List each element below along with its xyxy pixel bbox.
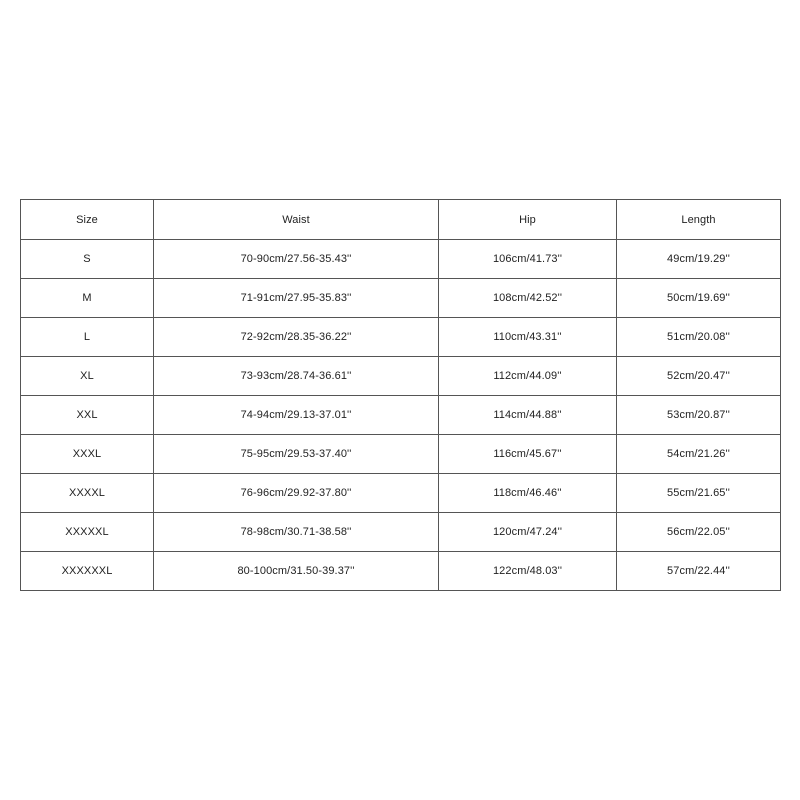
waist-cell: 72-92cm/28.35-36.22'' [154,318,439,357]
length-cell: 55cm/21.65'' [617,474,781,513]
header-hip: Hip [439,200,617,240]
waist-cell: 71-91cm/27.95-35.83'' [154,279,439,318]
length-cell: 52cm/20.47'' [617,357,781,396]
table-row [21,435,781,474]
waist-cell: 78-98cm/30.71-38.58'' [154,513,439,552]
waist-cell: 70-90cm/27.56-35.43'' [154,240,439,279]
waist-cell: 73-93cm/28.74-36.61'' [154,357,439,396]
size-cell: XXL [21,396,154,435]
table-row [21,357,781,396]
length-cell: 57cm/22.44'' [617,552,781,591]
size-cell: XXXL [21,435,154,474]
length-cell: 50cm/19.69'' [617,279,781,318]
hip-cell: 114cm/44.88'' [439,396,617,435]
waist-cell: 74-94cm/29.13-37.01'' [154,396,439,435]
size-cell: M [21,279,154,318]
table-row [21,474,781,513]
header-row [21,200,781,240]
length-cell: 54cm/21.26'' [617,435,781,474]
table-row [21,240,781,279]
header-length: Length [617,200,781,240]
table-row [21,513,781,552]
header-size: Size [21,200,154,240]
size-chart-table [20,199,781,591]
table-row [21,279,781,318]
size-cell: XXXXXXL [21,552,154,591]
waist-cell: 80-100cm/31.50-39.37'' [154,552,439,591]
hip-cell: 108cm/42.52'' [439,279,617,318]
hip-cell: 122cm/48.03'' [439,552,617,591]
table-row [21,318,781,357]
waist-cell: 76-96cm/29.92-37.80'' [154,474,439,513]
length-cell: 56cm/22.05'' [617,513,781,552]
size-cell: XXXXL [21,474,154,513]
hip-cell: 112cm/44.09'' [439,357,617,396]
length-cell: 49cm/19.29'' [617,240,781,279]
hip-cell: 120cm/47.24'' [439,513,617,552]
hip-cell: 116cm/45.67'' [439,435,617,474]
size-cell: XXXXXL [21,513,154,552]
size-cell: XL [21,357,154,396]
waist-cell: 75-95cm/29.53-37.40'' [154,435,439,474]
hip-cell: 106cm/41.73'' [439,240,617,279]
table-row [21,552,781,591]
header-waist: Waist [154,200,439,240]
hip-cell: 110cm/43.31'' [439,318,617,357]
length-cell: 53cm/20.87'' [617,396,781,435]
hip-cell: 118cm/46.46'' [439,474,617,513]
size-cell: L [21,318,154,357]
table-row [21,396,781,435]
length-cell: 51cm/20.08'' [617,318,781,357]
size-cell: S [21,240,154,279]
